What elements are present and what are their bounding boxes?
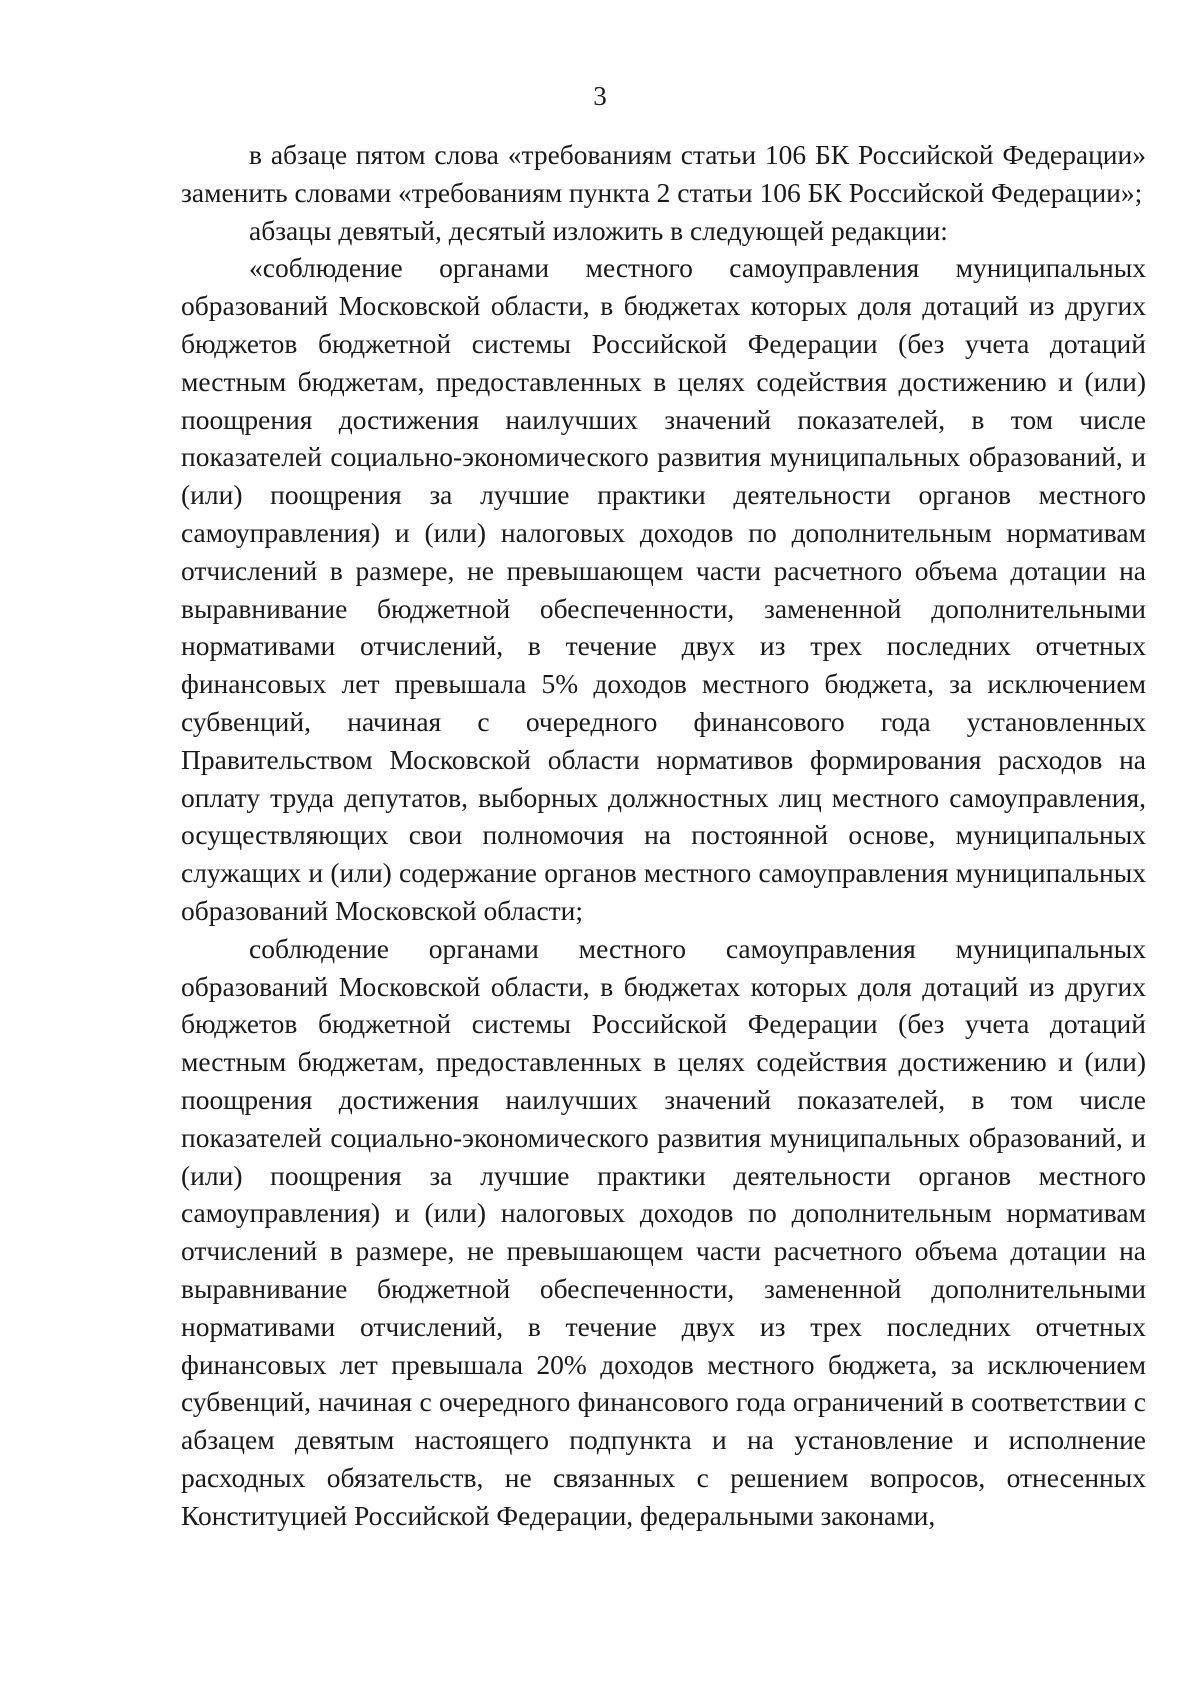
document-body — [181, 136, 1146, 1534]
paragraph-amend-clause-five: в абзаце пятом слова «требованиям статьи 106 БК Российской Федерации» заменить словами «требованиям пункта 2 статьи 106 БК Российской Федерации»; — [181, 139, 1146, 208]
paragraph-clause-nine: «соблюдение органами местного самоуправления муниципальных образований Московской области, в бюджетах которых доля дотаций из других бюджетов бюджетной системы Российской Федерации (без учета дотаций местным бюджетам, предоставленных в целях содействия достижению и (или) поощрения достижения наилучших значений показателей, в том числе показателей социально-экономического развития муниципальных образований, и (или) поощрения за лучшие практики деятельности органов местного самоуправления) и (или) налоговых доходов по дополнительным нормативам отчислений в размере, не превышающем части расчетного объема дотации на выравнивание бюджетной обеспеченности, замененной дополнительными нормативами отчислений, в течение двух из трех последних отчетных финансовых лет превышала 5% доходов местного бюджета, за исключением субвенций, начиная с очередного финансового года установленных Правительством Московской области нормативов формирования расходов на оплату труда депутатов, выборных должностных лиц местного самоуправления, осуществляющих свои полномочия на постоянной основе, муниципальных служащих и (или) содержание органов местного самоуправления муниципальных образований Московской области; — [181, 252, 1146, 926]
paragraph-restate-intro: абзацы девятый, десятый изложить в следующей редакции: — [249, 214, 948, 246]
paragraph-clause-ten: соблюдение органами местного самоуправления муниципальных образований Московской области, в бюджетах которых доля дотаций из других бюджетов бюджетной системы Российской Федерации (без учета дотаций местным бюджетам, предоставленных в целях содействия достижению и (или) поощрения достижения наилучших значений показателей, в том числе показателей социально-экономического развития муниципальных образований, и (или) поощрения за лучшие практики деятельности органов местного самоуправления) и (или) налоговых доходов по дополнительным нормативам отчислений в размере, не превышающем части расчетного объема дотации на выравнивание бюджетной обеспеченности, замененной дополнительными нормативами отчислений, в течение двух из трех последних отчетных финансовых лет превышала 20% доходов местного бюджета, за исключением субвенций, начиная с очередного финансового года ограничений в соответствии с абзацем девятым настоящего подпункта и на установление и исполнение расходных обязательств, не связанных с решением вопросов, отнесенных Конституцией Российской Федерации, федеральными законами, — [181, 932, 1146, 1531]
page-number: 3 — [593, 81, 607, 111]
